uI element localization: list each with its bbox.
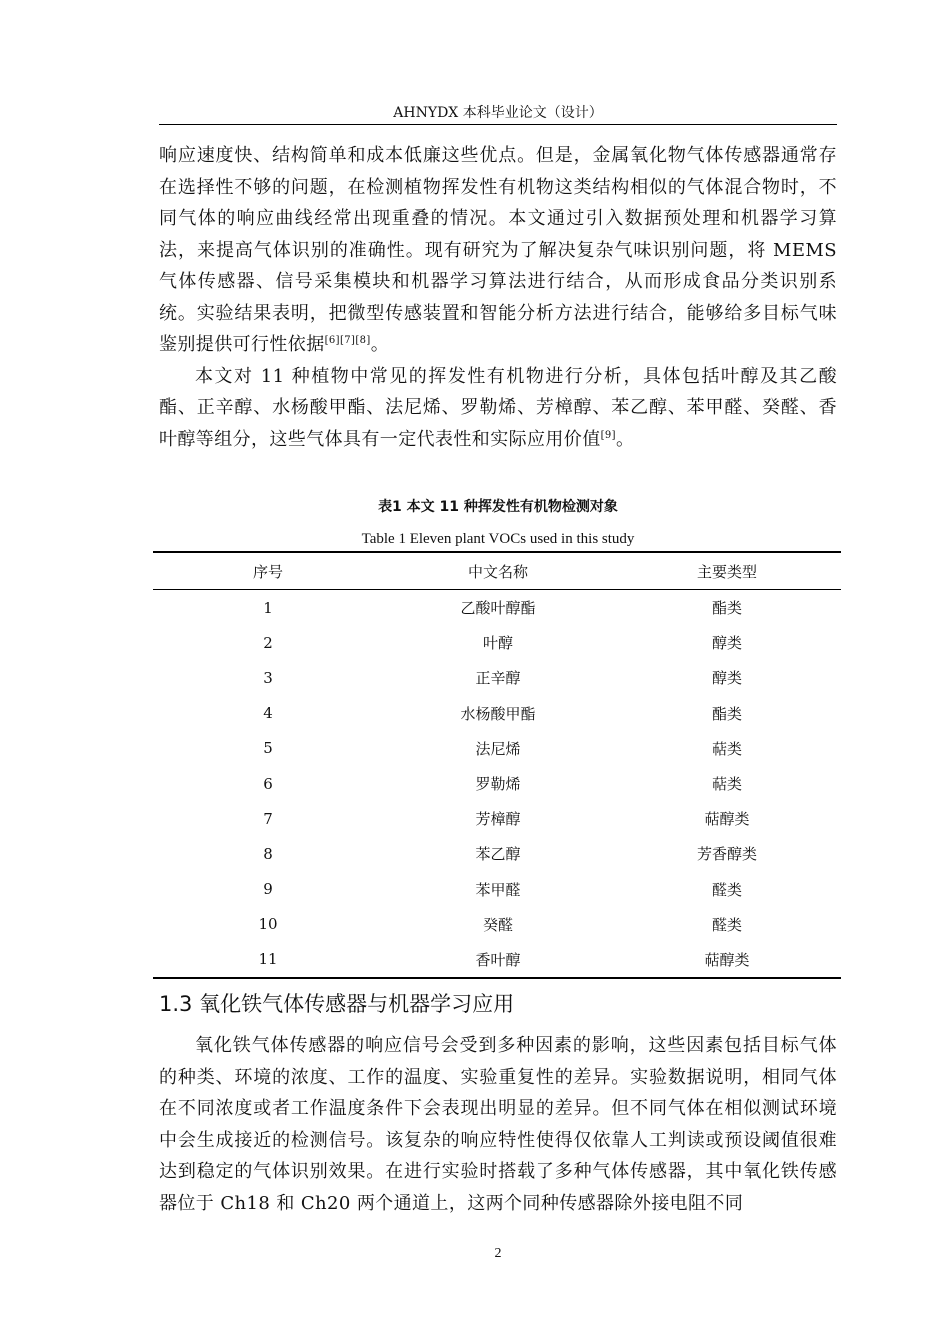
table-row [153, 872, 841, 907]
section-heading: 1.3 氧化铁气体传感器与机器学习应用 [159, 992, 515, 1016]
page-number: 2 [494, 1246, 502, 1261]
cell-index: 3 [263, 668, 273, 687]
cell-type: 萜类 [711, 739, 742, 758]
paragraph-1 [159, 140, 837, 361]
paragraph-2 [159, 361, 837, 456]
citation-6-7-8: [6][7][8] [324, 335, 371, 346]
cell-index: 6 [263, 774, 273, 793]
cell-name: 芳樟醇 [475, 810, 521, 829]
table-row [153, 696, 841, 731]
page-header: AHNYDX 本科毕业论文（设计） [393, 105, 603, 121]
cell-type: 酯类 [711, 704, 742, 723]
paragraph-1-text: 响应速度快、结构简单和成本低廉这些优点。但是，金属氧化物气体传感器通常存在选择性不够的问题，在检测植物挥发性有机物这类结构相似的气体混合物时，不同气体的响应曲线经常出现重叠的情况。本文通过引入数据预处理和机器学习算法，来提高气体识别的准确性。现有研究为了解决复杂气味识别问题，将 MEMS 气体传感器、信号采集模块和机器学习算法进行结合，从而形成食品分类识别系统。实验结果表明，把微型传感装置和智能分析方法进行结合，能够给多目标气味鉴别提供可行性依据 [159, 145, 837, 355]
table-row [153, 590, 841, 626]
table-header-row [153, 552, 841, 590]
table-caption-en: Table 1 Eleven plant VOCs used in this study [361, 531, 635, 547]
table-caption-cn: 表1 本文 11 种挥发性有机物检测对象 [378, 499, 618, 515]
paragraph-2-text: 本文对 11 种植物中常见的挥发性有机物进行分析，具体包括叶醇及其乙酸酯、正辛醇、水杨酸甲酯、法尼烯、罗勒烯、芳樟醇、苯乙醇、苯甲醛、癸醛、香叶醇等组分，这些气体具有一定代表性和实际应用价值 [159, 365, 837, 450]
cell-index: 10 [258, 915, 278, 934]
voc-table [153, 551, 841, 979]
cell-type: 醇类 [711, 669, 742, 688]
cell-type: 萜醇类 [704, 810, 750, 829]
body-text-bottom [159, 1030, 837, 1219]
cell-name: 正辛醇 [475, 669, 521, 688]
paragraph-2-end: 。 [615, 428, 635, 450]
cell-name: 乙酸叶醇酯 [460, 599, 536, 618]
cell-index: 2 [263, 633, 273, 652]
cell-index: 11 [258, 950, 278, 969]
table-row [153, 907, 841, 942]
cell-type: 萜醇类 [704, 950, 750, 969]
table-row [153, 731, 841, 766]
table-row [153, 660, 841, 695]
cell-type: 醇类 [711, 634, 742, 653]
paragraph-1-end: 。 [370, 334, 390, 355]
table-row [153, 625, 841, 660]
body-text-top [159, 140, 837, 455]
cell-name: 苯甲醛 [475, 880, 521, 899]
header-chinese-name: 中文名称 [467, 562, 528, 581]
table-row [153, 766, 841, 801]
cell-index: 5 [263, 739, 273, 758]
paragraph-3: 氧化铁气体传感器的响应信号会受到多种因素的影响，这些因素包括目标气体的种类、环境的浓度、工作的温度、实验重复性的差异。实验数据说明，相同气体在不同浓度或者工作温度条件下会表现出明显的差异。但不同气体在相似测试环境中会生成接近的检测信号。该复杂的响应特性使得仅依靠人工判读或预设阈值很难达到稳定的气体识别效果。在进行实验时搭载了多种气体传感器，其中氧化铁传感器位于 Ch18 和 Ch20 两个通道上，这两个同种传感器除外接电阻不同 [159, 1035, 837, 1214]
header-rule [159, 124, 837, 125]
table-row [153, 801, 841, 836]
table-row [153, 836, 841, 871]
header-index: 序号 [252, 562, 283, 581]
table-row [153, 942, 841, 978]
cell-type: 醛类 [711, 915, 742, 934]
cell-type: 醛类 [711, 880, 742, 899]
cell-name: 水杨酸甲酯 [460, 704, 536, 723]
cell-name: 法尼烯 [475, 739, 521, 758]
cell-type: 萜类 [711, 775, 742, 794]
cell-name: 香叶醇 [475, 950, 521, 969]
cell-type: 酯类 [711, 599, 742, 618]
cell-name: 罗勒烯 [475, 775, 521, 794]
cell-type: 芳香醇类 [696, 845, 757, 864]
cell-index: 8 [263, 844, 273, 863]
cell-index: 4 [263, 704, 273, 723]
cell-name: 苯乙醇 [475, 845, 521, 864]
cell-index: 1 [263, 598, 273, 617]
header-main-type: 主要类型 [696, 562, 757, 581]
cell-name: 叶醇 [482, 634, 513, 653]
citation-9: [9] [600, 429, 616, 441]
cell-name: 癸醛 [482, 915, 513, 934]
cell-index: 7 [263, 809, 273, 828]
cell-index: 9 [263, 880, 273, 899]
